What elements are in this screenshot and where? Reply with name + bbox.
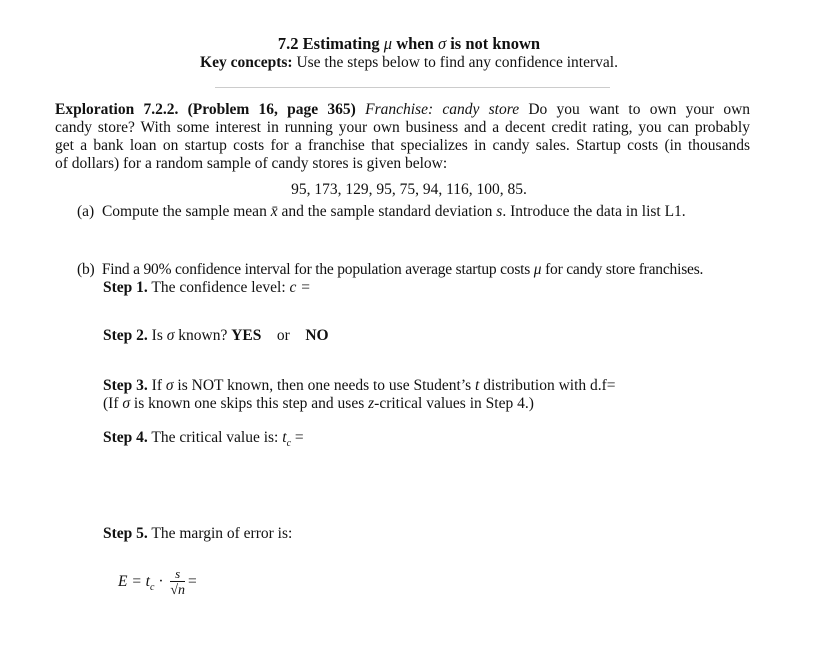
step-label: Step 5.	[103, 525, 148, 542]
step-text: known?	[174, 327, 232, 344]
paragraph-text: of dollars) for a random sample of candy stores is given below:	[55, 155, 448, 172]
s-symbol: s	[496, 203, 503, 220]
sigma-symbol: σ	[166, 327, 175, 344]
part-label: (b)	[77, 261, 95, 278]
note-text: (If	[103, 395, 123, 412]
equals: =	[291, 429, 304, 446]
or-text: or	[276, 327, 290, 344]
step-3-note	[103, 395, 534, 413]
no-option: NO	[305, 327, 329, 344]
step-text: is NOT known, then one needs to use Student’s	[173, 377, 476, 394]
step-2	[103, 327, 329, 345]
numerator: s	[170, 566, 185, 582]
math: c =	[289, 279, 311, 296]
note-text: is known one skips this step and uses	[130, 395, 369, 412]
step-4	[103, 429, 304, 449]
divider	[215, 87, 610, 88]
title-text: is not known	[446, 34, 541, 53]
exploration-heading: Exploration 7.2.2. (Problem 16, page 365)	[55, 101, 356, 118]
step-text: The margin of error is:	[151, 525, 293, 542]
part-text: Compute the sample mean	[101, 203, 271, 220]
step-text: The critical value is:	[151, 429, 283, 446]
mu-symbol: μ	[533, 261, 542, 278]
sigma-symbol: σ	[122, 395, 131, 412]
part-b	[77, 261, 703, 279]
key-concepts-text: Use the steps below to find any confidence interval.	[292, 54, 618, 71]
step-label: Step 3.	[103, 377, 148, 394]
mu-symbol: μ	[383, 34, 393, 53]
paragraph-text: candy store? With some interest in running your own business and a decent credit rating, you can probably	[55, 119, 750, 136]
step-label: Step 2.	[103, 327, 148, 344]
t-symbol: t	[282, 429, 287, 446]
dot-operator: ·	[154, 573, 168, 591]
step-label: Step 4.	[103, 429, 148, 446]
data-values: 95, 173, 129, 95, 75, 94, 116, 100, 85.	[291, 181, 527, 198]
step-text: The confidence level:	[151, 279, 290, 296]
equals: =	[188, 573, 197, 591]
paragraph-text: get a bank loan on startup costs for a franchise that specializes in candy sales. Startup costs (in thousands	[55, 137, 750, 154]
margin-of-error-formula	[118, 566, 197, 599]
step-label: Step 1.	[103, 279, 148, 296]
title-text: when	[392, 34, 438, 53]
part-text: . Introduce the data in list L1.	[502, 203, 686, 220]
section-title	[0, 34, 818, 54]
note-text: -critical values in Step 4.)	[374, 395, 534, 412]
step-5	[103, 525, 292, 543]
key-concepts	[0, 54, 818, 72]
xbar-symbol: x̄	[270, 203, 278, 220]
denominator: √n	[170, 583, 186, 598]
exploration-paragraph	[55, 101, 750, 173]
formula-lhs: E = t	[118, 573, 150, 591]
z-symbol: z	[368, 395, 375, 412]
key-concepts-label: Key concepts:	[200, 54, 293, 71]
subscript: c	[286, 438, 292, 450]
paragraph-text: Do you want to own your own	[528, 101, 751, 118]
sigma-symbol: σ	[165, 377, 174, 394]
subscript: c	[149, 582, 155, 594]
sigma-symbol: σ	[437, 34, 447, 53]
step-3	[103, 377, 616, 395]
part-text: Find a 90% confidence interval for the population average startup costs	[101, 261, 534, 278]
part-text: and the sample standard deviation	[277, 203, 497, 220]
part-text: for candy store franchises.	[541, 261, 704, 278]
exploration-topic: Franchise: candy store	[365, 101, 520, 118]
yes-option: YES	[231, 327, 262, 344]
step-1	[103, 279, 311, 297]
fraction	[170, 566, 185, 599]
part-a	[77, 203, 686, 221]
title-text: 7.2 Estimating	[277, 34, 384, 53]
step-text: Is	[151, 327, 167, 344]
step-text: distribution with d.f=	[479, 377, 616, 394]
step-text: If	[151, 377, 166, 394]
part-label: (a)	[77, 203, 95, 220]
t-symbol: t	[475, 377, 480, 394]
